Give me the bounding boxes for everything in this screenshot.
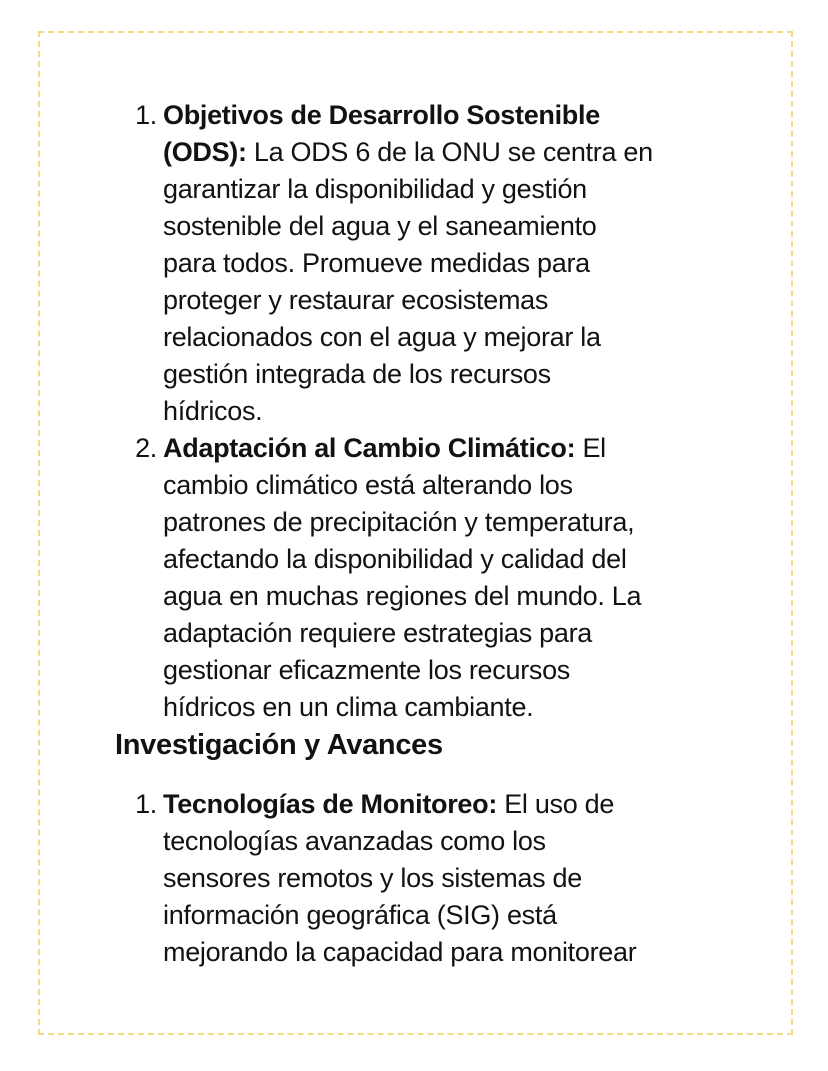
text-line [163, 934, 735, 971]
text-line [163, 134, 735, 171]
text-line [163, 615, 735, 652]
document-body [115, 97, 791, 971]
text-line [163, 245, 735, 282]
regular-run: gestionar eficazmente los recursos [163, 655, 570, 685]
regular-run: El uso de [497, 789, 615, 819]
list-item-text [163, 97, 735, 430]
list-item [115, 786, 791, 971]
text-line [163, 897, 735, 934]
text-line [163, 541, 735, 578]
numbered-list-investigacion [115, 786, 791, 971]
text-line [163, 652, 735, 689]
list-item-number: 1. [135, 789, 157, 819]
text-line [163, 97, 735, 134]
regular-run: información geográfica (SIG) está [163, 900, 557, 930]
list-item-number: 2. [135, 433, 157, 463]
regular-run: hídricos. [163, 396, 263, 426]
bold-run: Adaptación al Cambio Climático: [163, 433, 576, 463]
text-line [163, 467, 735, 504]
regular-run: cambio climático está alterando los [163, 470, 573, 500]
text-line [163, 860, 735, 897]
regular-run: garantizar la disponibilidad y gestión [163, 174, 587, 204]
bold-run: Tecnologías de Monitoreo: [163, 789, 498, 819]
regular-run: proteger y restaurar ecosistemas [163, 285, 549, 315]
regular-run: tecnologías avanzadas como los [163, 826, 546, 856]
regular-run: agua en muchas regiones del mundo. La [163, 581, 642, 611]
regular-run: relacionados con el agua y mejorar la [163, 322, 601, 352]
text-line [163, 319, 735, 356]
text-line [163, 171, 735, 208]
text-line [163, 786, 735, 823]
regular-run: patrones de precipitación y temperatura, [163, 507, 635, 537]
regular-run: sostenible del agua y el saneamiento [163, 211, 597, 241]
list-item-text [163, 430, 735, 726]
bold-run: Objetivos de Desarrollo Sostenible [163, 100, 600, 130]
dashed-border-frame [38, 31, 793, 1035]
list-item [115, 430, 791, 726]
text-line [163, 430, 735, 467]
section-heading: Investigación y Avances [115, 729, 443, 761]
regular-run: sensores remotos y los sistemas de [163, 863, 582, 893]
regular-run: La ODS 6 de la ONU se centra en [246, 137, 653, 167]
text-line [163, 689, 735, 726]
regular-run: El [575, 433, 606, 463]
numbered-list-ods [115, 97, 791, 726]
regular-run: para todos. Promueve medidas para [163, 248, 590, 278]
text-line [163, 208, 735, 245]
text-line [163, 504, 735, 541]
regular-run: mejorando la capacidad para monitorear [163, 937, 637, 967]
text-line [163, 823, 735, 860]
text-line [163, 578, 735, 615]
bold-run: (ODS): [163, 137, 247, 167]
regular-run: hídricos en un clima cambiante. [163, 692, 534, 722]
text-line [163, 356, 735, 393]
regular-run: gestión integrada de los recursos [163, 359, 551, 389]
text-line [163, 282, 735, 319]
regular-run: afectando la disponibilidad y calidad del [163, 544, 627, 574]
list-item [115, 97, 791, 430]
list-item-text [163, 786, 735, 971]
list-item-number: 1. [135, 100, 157, 130]
regular-run: adaptación requiere estrategias para [163, 618, 592, 648]
text-line [163, 393, 735, 430]
